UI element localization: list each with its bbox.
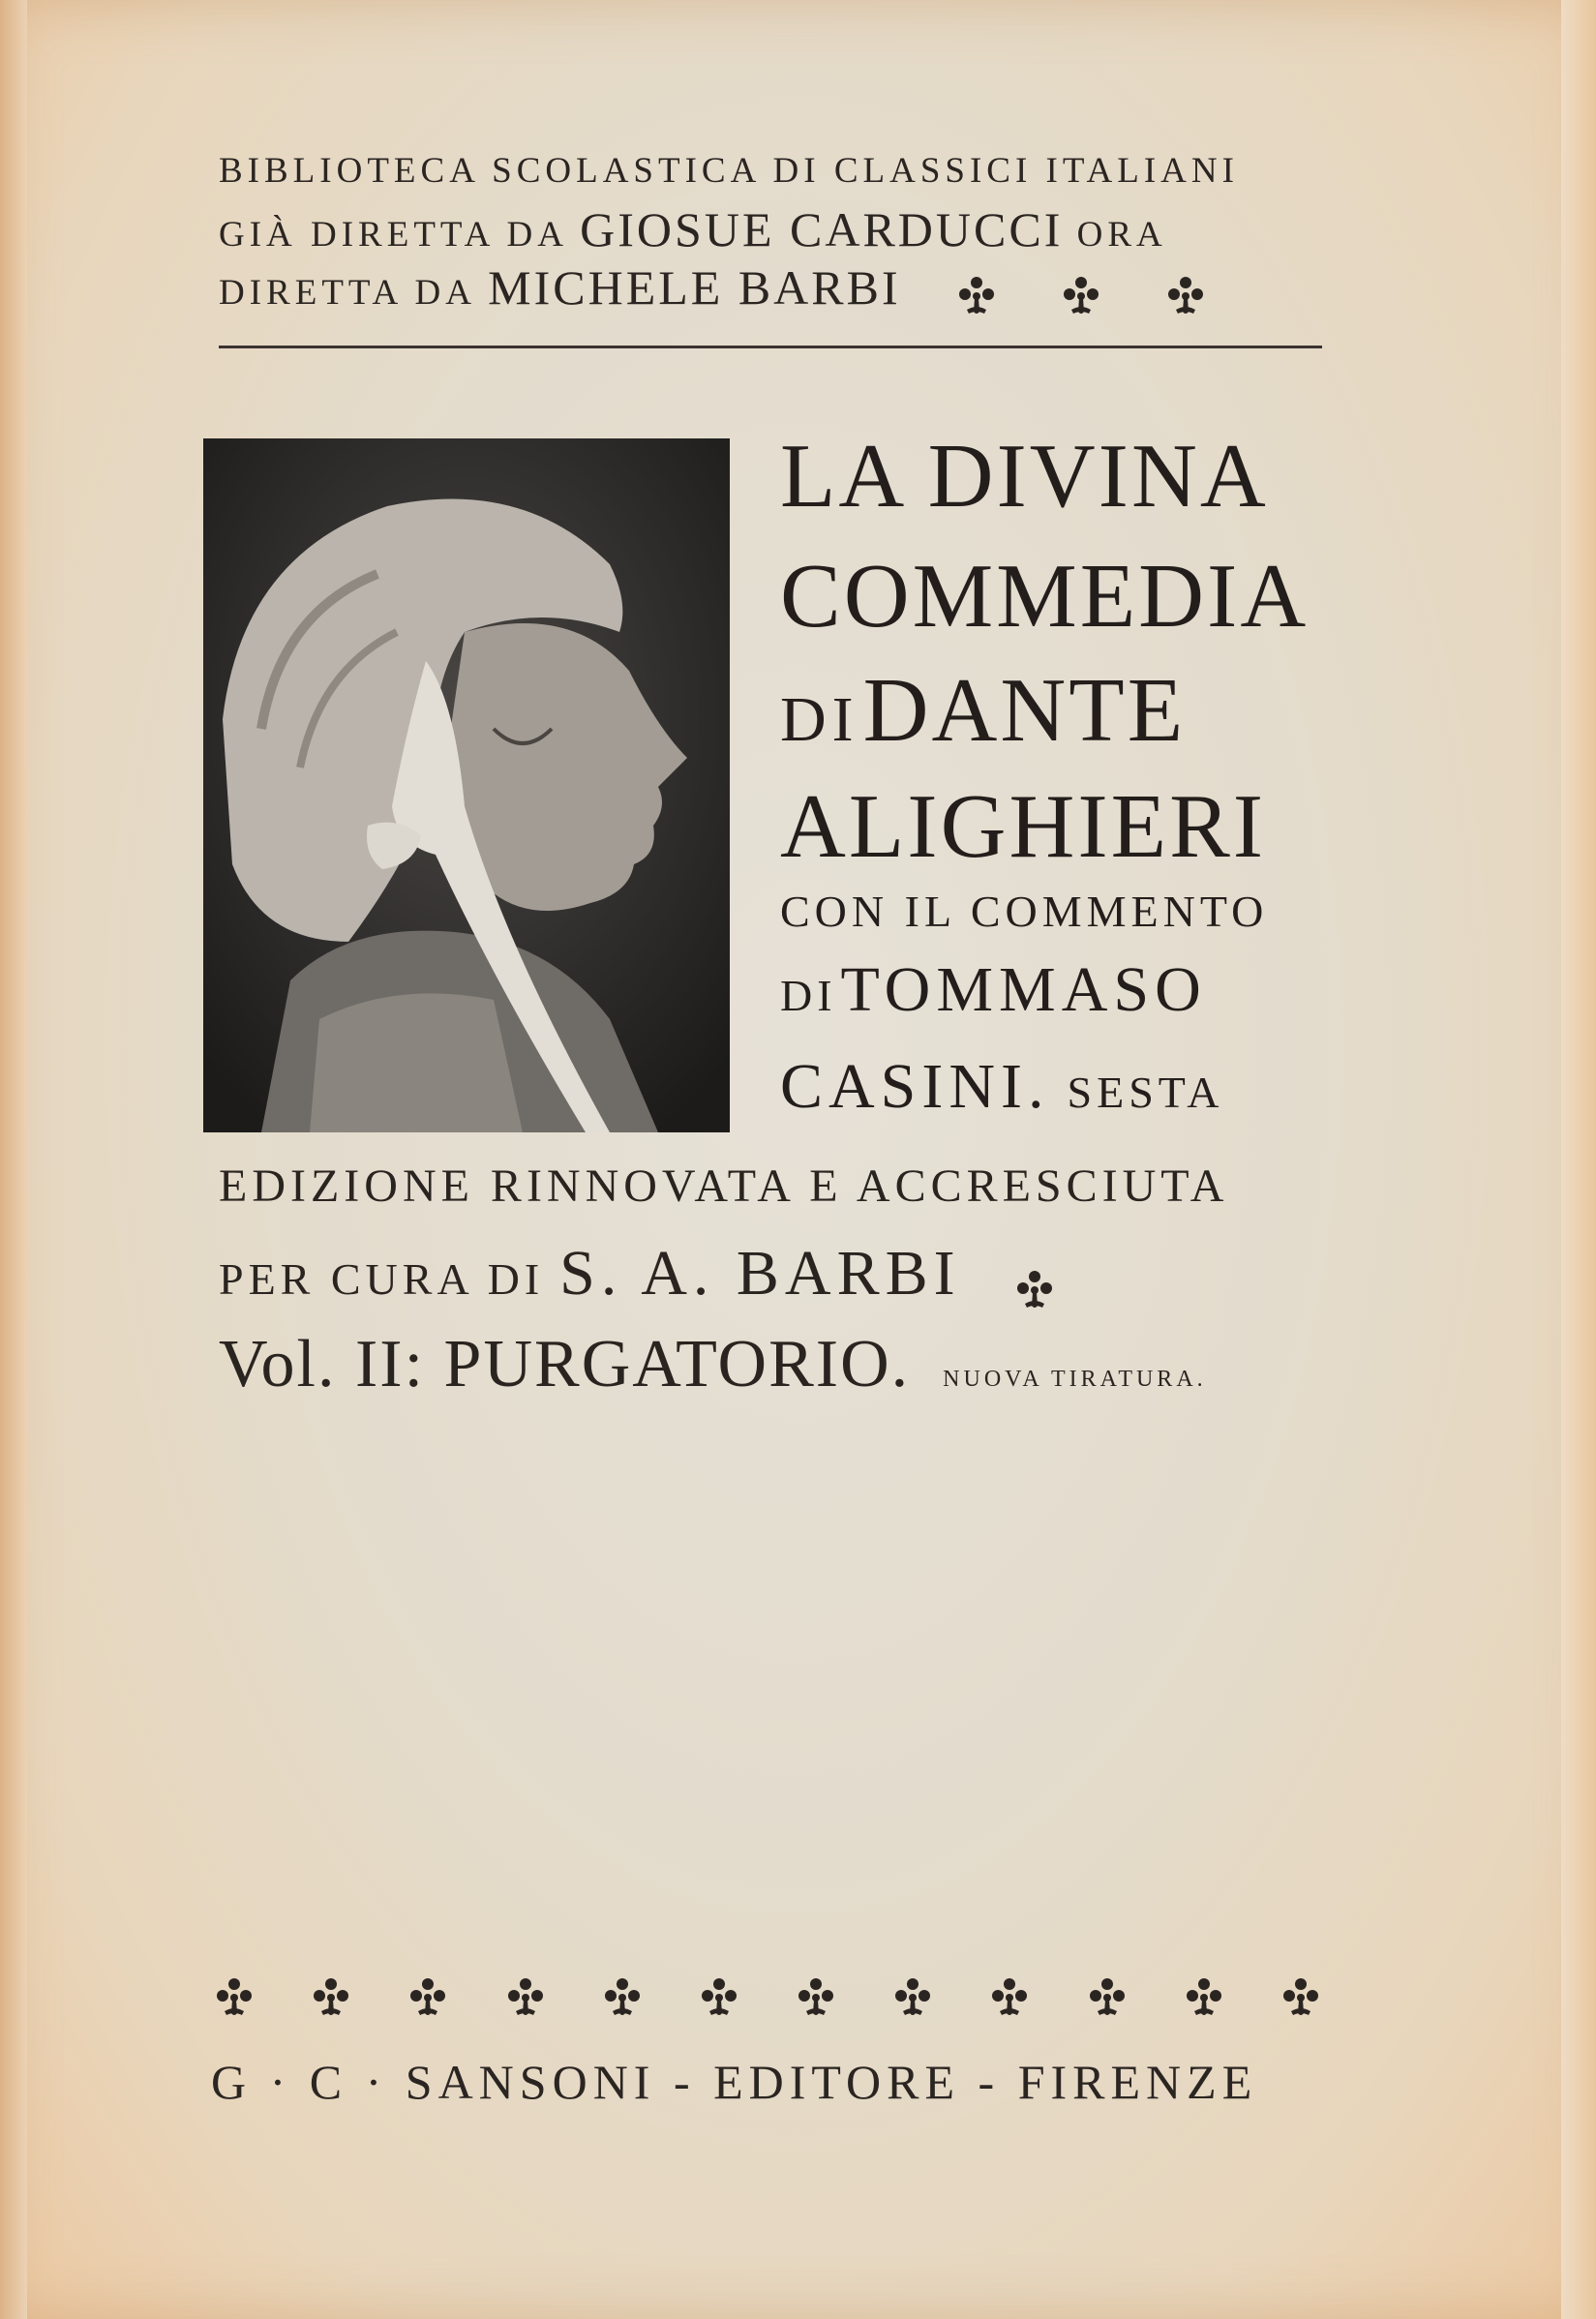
volume-label: Vol. II: PURGATORIO. bbox=[219, 1327, 911, 1401]
fleuron-icon bbox=[1162, 273, 1209, 319]
fleuron-icon bbox=[405, 1974, 451, 2021]
publisher-imprint: G · C · SANSONI - EDITORE - FIRENZE bbox=[211, 2055, 1258, 2109]
carducci-name: GIOSUE CARDUCCI bbox=[580, 202, 1064, 256]
casini-line-2: CASINI. SESTA bbox=[780, 1051, 1224, 1122]
fleuron-ornament-row bbox=[211, 1974, 1324, 2033]
header-divider bbox=[219, 346, 1322, 348]
curator-name: S. A. BARBI bbox=[559, 1238, 961, 1309]
casini-line-1: DI TOMMASO bbox=[780, 954, 1207, 1025]
fleuron-icon bbox=[696, 1974, 742, 2021]
fleuron-icon bbox=[211, 1974, 257, 2021]
fleuron-icon bbox=[986, 1974, 1033, 2021]
dante-name: DANTE bbox=[862, 660, 1187, 761]
fleuron-icon bbox=[793, 1974, 839, 2021]
title-line-2: COMMEDIA bbox=[780, 546, 1310, 647]
dante-portrait-image bbox=[203, 438, 730, 1132]
fleuron-icon bbox=[1058, 273, 1104, 319]
cover-left-edge bbox=[0, 0, 27, 2319]
cover-right-edge bbox=[1561, 0, 1596, 2319]
curator-line: PER CURA DI S. A. BARBI bbox=[219, 1237, 1322, 1313]
series-header-line-2: GIÀ DIRETTA DA GIOSUE CARDUCCI ORA bbox=[219, 202, 1167, 256]
title-line-4: ALIGHIERI bbox=[780, 776, 1267, 877]
edition-line: EDIZIONE RINNOVATA E ACCRESCIUTA bbox=[219, 1160, 1229, 1212]
fleuron-icon bbox=[1084, 1974, 1130, 2021]
fleuron-icon bbox=[1011, 1267, 1058, 1313]
title-line-3: DI DANTE bbox=[780, 660, 1187, 761]
fleuron-icon bbox=[1278, 1974, 1324, 2021]
series-header-line-1: BIBLIOTECA SCOLASTICA DI CLASSICI ITALIANI bbox=[219, 151, 1239, 191]
casini-name: CASINI. bbox=[780, 1051, 1050, 1122]
fleuron-icon bbox=[599, 1974, 646, 2021]
tommaso-name: TOMMASO bbox=[840, 954, 1207, 1025]
fleuron-icon bbox=[1181, 1974, 1227, 2021]
fleuron-icon bbox=[308, 1974, 354, 2021]
commento-line: CON IL COMMENTO bbox=[780, 887, 1269, 936]
volume-line bbox=[219, 1326, 1322, 1403]
volume-note: NUOVA TIRATURA. bbox=[943, 1367, 1207, 1392]
fleuron-icon bbox=[953, 273, 1000, 319]
barbi-name: MICHELE BARBI bbox=[488, 260, 901, 315]
series-header-line-3: DIRETTA DA MICHELE BARBI bbox=[219, 259, 1322, 319]
title-line-1: LA DIVINA bbox=[780, 426, 1269, 527]
fleuron-icon bbox=[502, 1974, 549, 2021]
fleuron-icon bbox=[889, 1974, 936, 2021]
